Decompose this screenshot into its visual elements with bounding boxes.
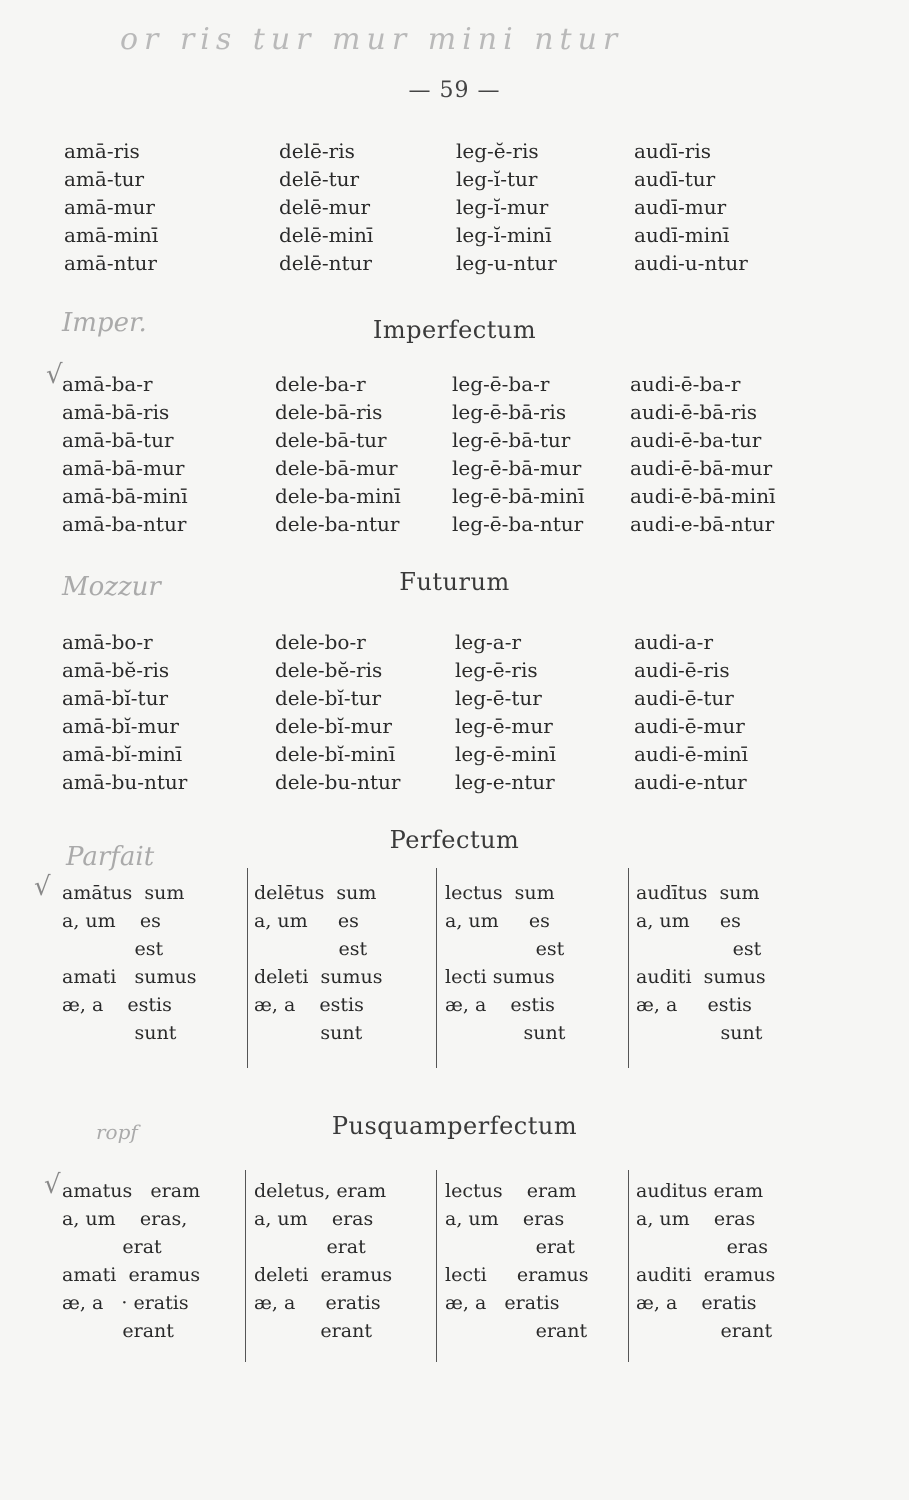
futurum-form: leg-a-r (455, 630, 522, 654)
plusquamperfectum-column-4 (636, 1177, 775, 1345)
futurum-column-2 (275, 628, 400, 796)
plusquamperfectum-form: erat (254, 1236, 366, 1258)
imperfectum-form: dele-bā-tur (275, 428, 387, 452)
present-form: audi-u-ntur (634, 251, 748, 275)
present-form: audī-ris (634, 139, 711, 163)
divider-perf-3 (628, 868, 629, 1068)
plusquamperfectum-form: auditi eramus (636, 1264, 776, 1286)
imperfectum-form: amā-bā-minī (62, 484, 188, 508)
plusquamperfectum-form: æ, a eratis (636, 1292, 757, 1314)
imperfectum-form: audi-ē-bā-ris (630, 400, 758, 424)
perfectum-form: sunt (445, 1022, 566, 1044)
present-column-4 (634, 137, 748, 277)
perfectum-form: æ, a estis (254, 994, 364, 1016)
checkmark-2: √ (34, 872, 51, 902)
imperfectum-form: leg-ē-bā-minī (452, 484, 585, 508)
imperfectum-form: leg-ē-ba-r (452, 372, 550, 396)
perfectum-form: est (636, 938, 762, 960)
perfectum-form: a, um es (62, 910, 161, 932)
perfectum-form: amati sumus (62, 966, 197, 988)
plusquamperfectum-form: a, um eras, (62, 1208, 188, 1230)
perfectum-column-4 (636, 879, 766, 1047)
plusquamperfectum-column-2 (254, 1177, 392, 1345)
divider-plus-2 (436, 1170, 437, 1362)
margin-note-futurum: Mozzur (62, 572, 161, 602)
futurum-form: amā-bĕ-ris (62, 658, 170, 682)
margin-note-imperfect: Imper. (62, 308, 147, 338)
checkmark-1: √ (46, 360, 63, 390)
perfectum-form: a, um es (445, 910, 550, 932)
present-form: audī-mur (634, 195, 727, 219)
present-form: leg-ĕ-ris (456, 139, 539, 163)
present-form: delē-ris (279, 139, 355, 163)
futurum-form: amā-bo-r (62, 630, 153, 654)
perfectum-form: deleti sumus (254, 966, 383, 988)
perfectum-form: æ, a estis (62, 994, 172, 1016)
perfectum-form: est (62, 938, 164, 960)
futurum-form: dele-bo-r (275, 630, 366, 654)
plusquamperfectum-column-3 (445, 1177, 589, 1345)
plusquamperfectum-form: amati eramus (62, 1264, 201, 1286)
imperfectum-form: audi-ē-ba-r (630, 372, 741, 396)
futurum-form: audi-ē-ris (634, 658, 730, 682)
perfectum-form: sunt (62, 1022, 177, 1044)
plusquamperfectum-column-1 (62, 1177, 200, 1345)
futurum-form: leg-ē-mur (455, 714, 553, 738)
futurum-form: dele-bĭ-mur (275, 714, 392, 738)
futurum-column-1 (62, 628, 187, 796)
plusquamperfectum-form: lectus eram (445, 1180, 577, 1202)
perfectum-column-1 (62, 879, 197, 1047)
perfectum-form: æ, a estis (445, 994, 555, 1016)
imperfectum-column-2 (275, 370, 401, 538)
perfectum-form: lecti sumus (445, 966, 555, 988)
futurum-form: dele-bu-ntur (275, 770, 401, 794)
present-form: leg-u-ntur (456, 251, 557, 275)
heading-plusquamperfectum: Pusquamperfectum (331, 1112, 578, 1140)
perfectum-form: lectus sum (445, 882, 555, 904)
perfectum-form: æ, a estis (636, 994, 752, 1016)
futurum-form: dele-bĭ-minī (275, 742, 396, 766)
imperfectum-form: leg-ē-bā-tur (452, 428, 571, 452)
plusquamperfectum-form: eras (636, 1236, 768, 1258)
margin-note-plusquam: ropf (96, 1120, 138, 1144)
perfectum-form: est (254, 938, 368, 960)
handwritten-endings: or ris tur mur mini ntur (120, 22, 624, 57)
perfectum-form: amātus sum (62, 882, 185, 904)
imperfectum-form: amā-ba-r (62, 372, 153, 396)
present-form: delē-mur (279, 195, 371, 219)
margin-note-perfectum: Parfait (66, 842, 155, 872)
plusquamperfectum-form: æ, a eratis (254, 1292, 381, 1314)
plusquamperfectum-form: erant (636, 1320, 773, 1342)
heading-futurum: Futurum (399, 568, 510, 596)
imperfectum-form: amā-ba-ntur (62, 512, 187, 536)
plusquamperfectum-form: erat (445, 1236, 575, 1258)
present-form: amā-minī (64, 223, 159, 247)
imperfectum-form: leg-ē-bā-ris (452, 400, 567, 424)
plusquamperfectum-form: erant (445, 1320, 588, 1342)
perfectum-form: sunt (636, 1022, 763, 1044)
present-form: amā-mur (64, 195, 155, 219)
imperfectum-form: dele-bā-mur (275, 456, 398, 480)
futurum-form: dele-bĭ-tur (275, 686, 382, 710)
present-form: delē-minī (279, 223, 374, 247)
perfectum-form: delētus sum (254, 882, 377, 904)
divider-plus-1 (245, 1170, 246, 1362)
perfectum-column-3 (445, 879, 565, 1047)
present-form: leg-ĭ-mur (456, 195, 549, 219)
divider-perf-2 (436, 868, 437, 1068)
plusquamperfectum-form: lecti eramus (445, 1264, 589, 1286)
plusquamperfectum-form: amatus eram (62, 1180, 201, 1202)
perfectum-form: sunt (254, 1022, 363, 1044)
perfectum-form: a, um es (636, 910, 741, 932)
plusquamperfectum-form: a, um eras (254, 1208, 374, 1230)
imperfectum-form: dele-bā-ris (275, 400, 383, 424)
futurum-form: leg-ē-minī (455, 742, 557, 766)
imperfectum-form: dele-ba-minī (275, 484, 401, 508)
futurum-column-4 (634, 628, 748, 796)
imperfectum-form: audi-e-bā-ntur (630, 512, 775, 536)
plusquamperfectum-form: æ, a · eratis (62, 1292, 189, 1314)
present-form: amā-ntur (64, 251, 157, 275)
present-form: audī-tur (634, 167, 716, 191)
present-form: leg-ĭ-minī (456, 223, 552, 247)
plusquamperfectum-form: æ, a eratis (445, 1292, 560, 1314)
plusquamperfectum-form: erat (62, 1236, 162, 1258)
present-column-3 (456, 137, 557, 277)
futurum-form: audi-ē-tur (634, 686, 734, 710)
imperfectum-form: dele-ba-r (275, 372, 366, 396)
perfectum-form: auditi sumus (636, 966, 766, 988)
plusquamperfectum-form: deleti eramus (254, 1264, 393, 1286)
imperfectum-form: amā-bā-mur (62, 456, 185, 480)
plusquamperfectum-form: a, um eras (445, 1208, 565, 1230)
heading-perfectum: Perfectum (389, 826, 520, 854)
futurum-form: audi-a-r (634, 630, 714, 654)
divider-plus-3 (628, 1170, 629, 1362)
futurum-form: amā-bĭ-tur (62, 686, 169, 710)
imperfectum-column-1 (62, 370, 188, 538)
present-form: delē-tur (279, 167, 360, 191)
present-form: delē-ntur (279, 251, 372, 275)
futurum-form: leg-e-ntur (455, 770, 555, 794)
plusquamperfectum-form: erant (62, 1320, 174, 1342)
present-column-1 (64, 137, 158, 277)
imperfectum-form: amā-bā-ris (62, 400, 170, 424)
imperfectum-column-4 (630, 370, 775, 538)
futurum-form: audi-e-ntur (634, 770, 747, 794)
plusquamperfectum-form: deletus, eram (254, 1180, 387, 1202)
plusquamperfectum-form: auditus eram (636, 1180, 764, 1202)
perfectum-column-2 (254, 879, 383, 1047)
present-form: amā-ris (64, 139, 140, 163)
futurum-form: amā-bĭ-mur (62, 714, 179, 738)
imperfectum-form: leg-ē-bā-mur (452, 456, 582, 480)
heading-imperfectum: Imperfectum (372, 316, 537, 344)
imperfectum-column-3 (452, 370, 585, 538)
perfectum-form: a, um es (254, 910, 359, 932)
futurum-form: amā-bĭ-minī (62, 742, 183, 766)
divider-perf-1 (247, 868, 248, 1068)
imperfectum-form: audi-ē-ba-tur (630, 428, 762, 452)
futurum-form: amā-bu-ntur (62, 770, 188, 794)
present-form: leg-ĭ-tur (456, 167, 538, 191)
checkmark-3: √ (44, 1170, 61, 1200)
present-form: amā-tur (64, 167, 145, 191)
perfectum-form: est (445, 938, 565, 960)
imperfectum-form: audi-ē-bā-mur (630, 456, 773, 480)
imperfectum-form: leg-ē-ba-ntur (452, 512, 584, 536)
perfectum-form: audītus sum (636, 882, 760, 904)
present-column-2 (279, 137, 373, 277)
futurum-form: leg-ē-tur (455, 686, 542, 710)
futurum-form: audi-ē-mur (634, 714, 745, 738)
imperfectum-form: audi-ē-bā-minī (630, 484, 776, 508)
futurum-column-3 (455, 628, 556, 796)
futurum-form: leg-ē-ris (455, 658, 538, 682)
imperfectum-form: amā-bā-tur (62, 428, 174, 452)
futurum-form: dele-bĕ-ris (275, 658, 383, 682)
page-number: — 59 — (408, 78, 501, 103)
plusquamperfectum-form: a, um eras (636, 1208, 756, 1230)
plusquamperfectum-form: erant (254, 1320, 372, 1342)
imperfectum-form: dele-ba-ntur (275, 512, 400, 536)
futurum-form: audi-ē-minī (634, 742, 748, 766)
present-form: audī-minī (634, 223, 730, 247)
